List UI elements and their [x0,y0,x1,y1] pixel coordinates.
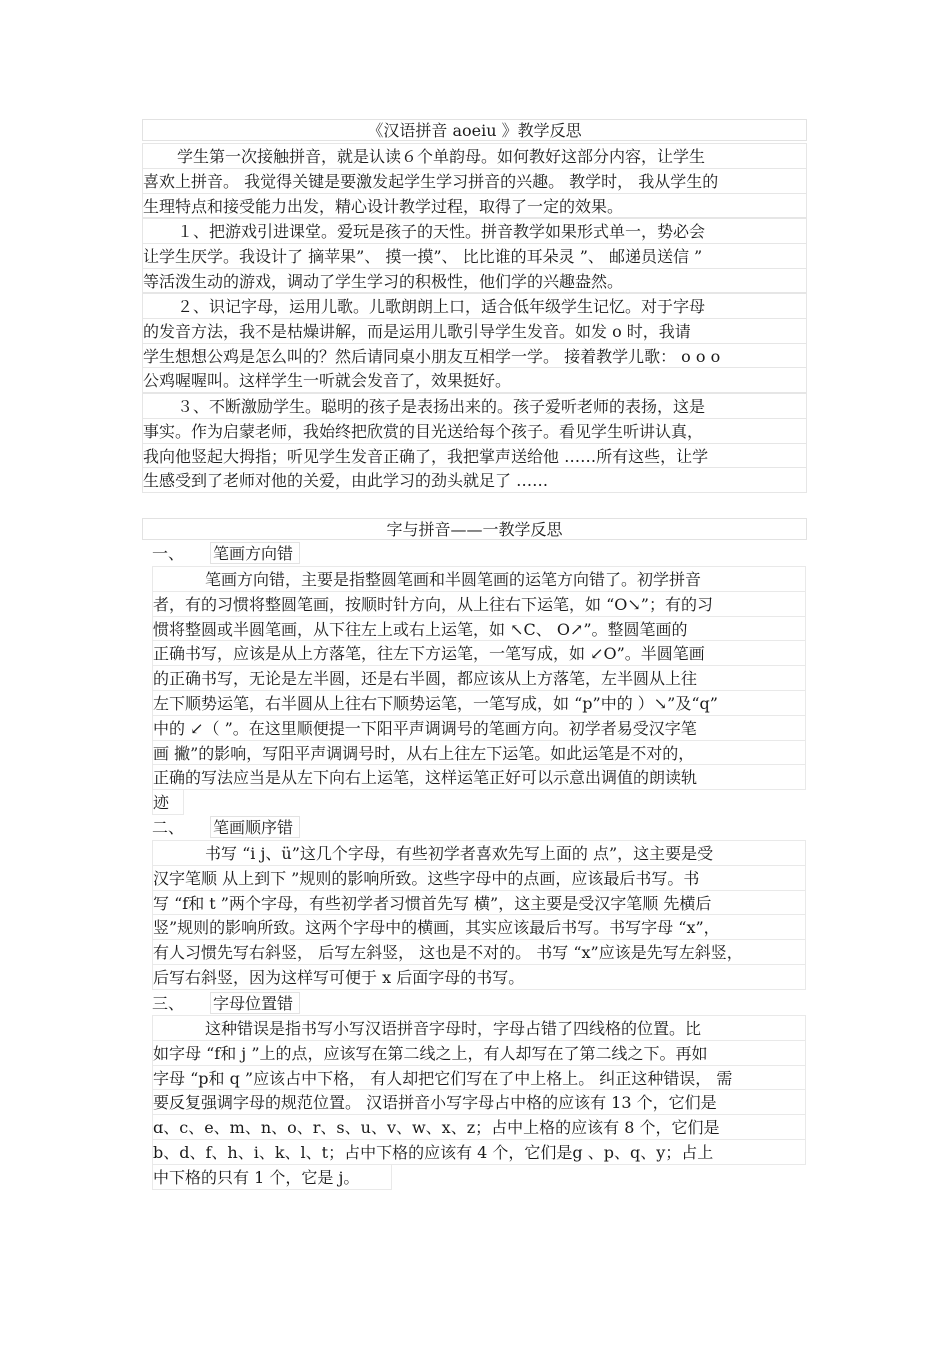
text-line: 字母 “p和 q ”应该占中下格， 有人却把它们写在了中上格上。 纠正这种错误， 需 [152,1065,806,1091]
text-line: 的发音方法，我不是枯燥讲解，而是运用儿歌引导学生发音。如发 o 时，我请 [142,318,807,344]
text-line: 喜欢上拼音。 我觉得关键是要激发起学生学习拼音的兴趣。 教学时， 我从学生的 [142,168,807,194]
section-number: 三、 [152,994,185,1013]
section-label: 笔画顺序错 [210,816,300,838]
section-heading-3 [152,992,300,1014]
text-line: 事实。作为启蒙老师，我始终把欣赏的目光送给每个孩子。看见学生听讲认真， [142,418,807,444]
text-line: 要反复强调字母的规范位置。 汉语拼音小写字母占中格的应该有 13 个，它们是 [152,1089,806,1115]
text-line: 学生想想公鸡是怎么叫的？然后请同桌小朋友互相学一学。 接着教学儿歌： o o o [142,343,807,369]
text-line: 者，有的习惯将整圆笔画，按顺时针方向，从上往右下运笔，如 “O↘”；有的习 [152,591,806,617]
text-line: 公鸡喔喔叫。这样学生一听就会发音了，效果挺好。 [142,367,807,393]
text-line: ３、不断激励学生。聪明的孩子是表扬出来的。孩子爱听老师的表扬，这是 [142,393,807,419]
section-body-1 [152,566,806,814]
section-body-3 [152,1015,806,1189]
text-line: 竖”规则的影响所致。这两个字母中的横画，其实应该最后书写。书写字母 “x”， [152,914,806,940]
text-line: 正确书写，应该是从上方落笔，往左下方运笔，一笔写成，如 ↙O”。半圆笔画 [152,640,806,666]
text-line: ɑ、c、e、m、n、o、r、s、u、v、w、x、z；占中上格的应该有 8 个，它们是 [152,1114,806,1140]
paragraph-point-3 [142,393,807,492]
text-line: 我向他竖起大拇指；听见学生发音正确了，我把掌声送给他 ……所有这些，让学 [142,443,807,469]
text-line: 让学生厌学。我设计了 摘苹果”、 摸一摸”、 比比谁的耳朵灵 ”、 邮递员送信 ” [142,243,807,269]
document-title-1: 《汉语拼音 aoeiu 》教学反思 [142,119,807,141]
section-number: 一、 [152,544,185,563]
section-number: 二、 [152,818,185,837]
text-line: 惯将整圆或半圆笔画，从下往左上或右上运笔，如 ↖C、 O↗”。整圆笔画的 [152,616,806,642]
text-line: ２、识记字母，运用儿歌。儿歌朗朗上口，适合低年级学生记忆。对于字母 [142,293,807,319]
text-line: 等活泼生动的游戏，调动了学生学习的积极性，他们学的兴趣盎然。 [142,268,807,294]
text-line: 画 撇”的影响，写阳平声调调号时，从右上往左下运笔。如此运笔是不对的， [152,740,806,766]
text-line: 写 “f和 t ”两个字母，有些初学者习惯首先写 横”，这主要是受汉字笔顺 先横后 [152,890,806,916]
text-line: 的正确书写，无论是左半圆，还是右半圆，都应该从上方落笔，左半圆从上往 [152,665,806,691]
paragraph-point-2 [142,293,807,392]
text-line: 中的 ↙（ ”。在这里顺便提一下阳平声调调号的笔画方向。初学者易受汉字笔 [152,715,806,741]
text-line: 中下格的只有 1 个，它是 j。 [152,1164,392,1190]
paragraph-point-1 [142,218,807,292]
section-heading-1 [152,542,300,564]
text-line: １、把游戏引进课堂。爱玩是孩子的天性。拼音教学如果形式单一，势必会 [142,218,807,244]
text-line: 生感受到了老师对他的关爱，由此学习的劲头就足了 …… [142,467,807,493]
text-line: 左下顺势运笔，右半圆从上往右下顺势运笔，一笔写成，如 “p”中的 ）↘”及“q” [152,690,806,716]
text-line: 书写 “i j、ü”这几个字母，有些初学者喜欢先写上面的 点”，这主要是受 [152,840,806,866]
section-body-2 [152,840,806,989]
text-line: 有人习惯先写右斜竖， 后写左斜竖， 这也是不对的。 书写 “x”应该是先写左斜竖， [152,939,806,965]
text-line: 后写右斜竖，因为这样写可便于 x 后面字母的书写。 [152,964,806,990]
text-line: 迹 [152,789,184,815]
document-title-2: 字与拼音——一教学反思 [142,518,807,540]
text-line: 这种错误是指书写小写汉语拼音字母时，字母占错了四线格的位置。比 [152,1015,806,1041]
section-heading-2 [152,816,300,838]
section-label: 笔画方向错 [210,542,300,564]
text-line: 汉字笔顺 从上到下 ”规则的影响所致。这些字母中的点画，应该最后书写。书 [152,865,806,891]
section-label: 字母位置错 [210,992,300,1014]
text-line: 正确的写法应当是从左下向右上运笔，这样运笔正好可以示意出调值的朗读轨 [152,764,806,790]
text-line: 如字母 “f和 j ”上的点，应该写在第二线之上，有人却写在了第二线之下。再如 [152,1040,806,1066]
text-line: 学生第一次接触拼音，就是认读６个单韵母。如何教好这部分内容，让学生 [142,143,807,169]
text-line: b、d、f、h、i、k、l、t；占中下格的应该有 4 个，它们是g 、p、q、y；占上 [152,1139,806,1165]
paragraph-intro [142,143,807,217]
text-line: 笔画方向错，主要是指整圆笔画和半圆笔画的运笔方向错了。初学拼音 [152,566,806,592]
text-line: 生理特点和接受能力出发，精心设计教学过程，取得了一定的效果。 [142,193,807,219]
